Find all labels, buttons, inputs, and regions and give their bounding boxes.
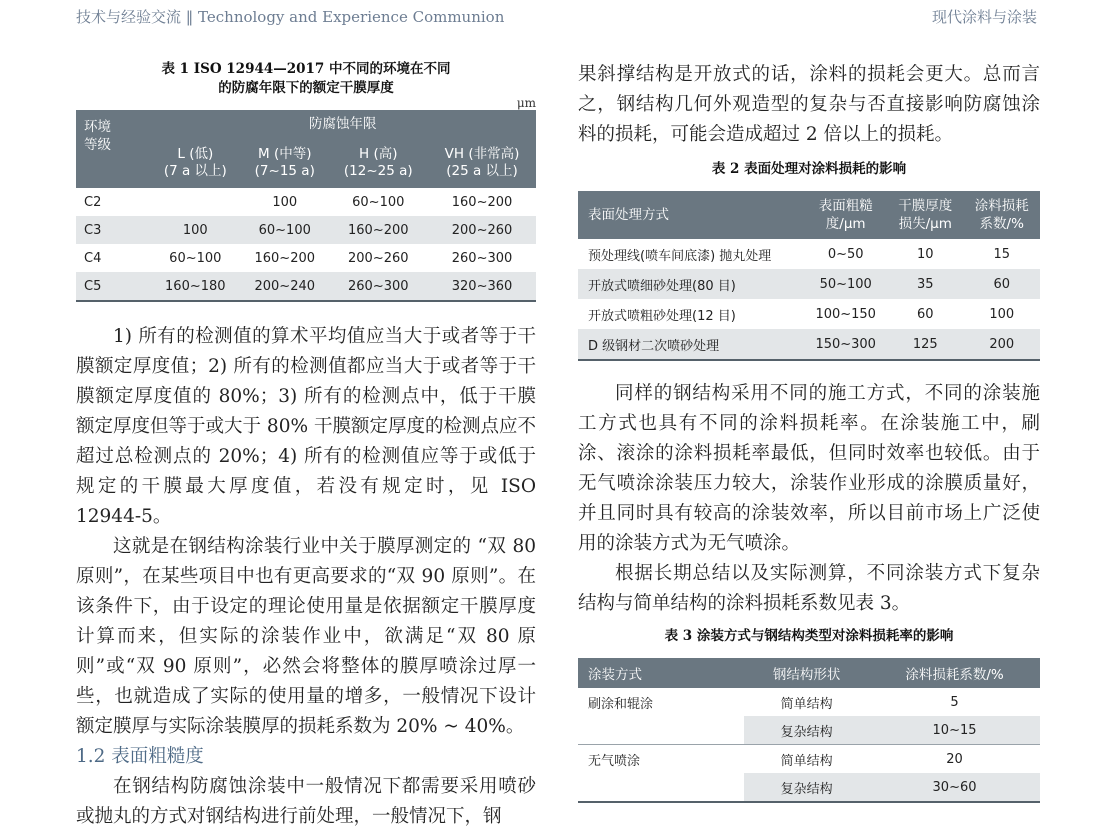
- rough-line2: 度/μm: [825, 216, 866, 232]
- table-cell: 150~300: [804, 329, 887, 360]
- table-cell: 100: [272, 194, 298, 210]
- table1-col-header: [428, 138, 536, 188]
- table-cell: 100: [989, 306, 1015, 322]
- table1-caption-line1: 表 1 ISO 12944—2017 中不同的环境在不同: [161, 61, 451, 77]
- col-vh-line1: VH (非常高): [444, 146, 520, 162]
- table1-group-header: 防腐蚀年限: [150, 110, 536, 138]
- table-cell: 260~300: [451, 250, 513, 266]
- table-row: [578, 745, 1040, 774]
- table-cell: 60: [964, 269, 1041, 299]
- table-cell: 5: [950, 694, 959, 710]
- paragraph: 果斜撑结构是开放式的话，涂料的损耗会更大。总而言之，钢结构几何外观造型的复杂与否直接影响防腐蚀涂料的损耗，可能会造成超过 2 倍以上的损耗。: [578, 64, 1040, 145]
- table-cell: 200~260: [348, 250, 409, 266]
- table-cell: 开放式喷粗砂处理(12 目): [588, 308, 736, 324]
- table-row: [76, 188, 536, 216]
- paragraph: 同样的钢结构采用不同的施工方式，不同的涂装施工方式也具有不同的涂料损耗率。在涂装施工中，刷涂、滚涂的涂料损耗率最低，但同时效率也较低。由于无气喷涂涂装压力较大，涂装作业形成的涂膜质量好，并且同时具有较高的涂装效率，所以目前市场上广泛使用的涂装方式为无气喷涂。: [578, 383, 1040, 554]
- table-cell: 160~200: [451, 194, 513, 210]
- table-cell: 60~100: [352, 194, 405, 210]
- table-row: [578, 269, 1040, 299]
- running-header-left: 技术与经验交流 ‖ Technology and Experience Communion: [76, 8, 505, 26]
- table-cell: 60~100: [241, 216, 328, 244]
- running-header-right: 现代涂料与涂装: [931, 8, 1037, 26]
- table3-col-header: 涂装方式: [578, 658, 744, 688]
- table-cell: 125: [887, 329, 963, 360]
- table-cell: 复杂结构: [744, 773, 869, 802]
- table-cell: 35: [887, 269, 963, 299]
- table-cell: 10: [916, 246, 934, 262]
- col-m-line2: (7~15 a): [254, 163, 315, 179]
- table1-corner-header: [76, 110, 150, 188]
- table-cell: 160~200: [329, 216, 429, 244]
- table-cell: 200~240: [241, 272, 328, 301]
- table1: [76, 110, 536, 302]
- coef-line1: 涂料损耗: [974, 198, 1029, 214]
- table-row: [76, 272, 536, 301]
- paragraph: 这就是在钢结构涂装行业中关于膜厚测定的 “双 80 原则”，在某些项目中也有更高要求的“双 90 原则”。在该条件下，由于设定的理论使用量是依据额定干膜厚度计算而来，但实际的涂装作业中，欲满足“双 80 原则”或“双 90 原则”，必然会将整体的膜厚喷涂过厚一些，也就造成了实际的使用量的增多，一般情况下设计额定膜厚与实际涂装膜厚的损耗系数为 20% ~ 40%。: [76, 536, 536, 737]
- col-vh-line2: (25 a 以上): [446, 163, 518, 179]
- table-cell: C2: [84, 194, 102, 210]
- table-cell: 简单结构: [780, 753, 833, 769]
- table-cell: 320~360: [428, 272, 536, 301]
- table-cell: 10~15: [869, 716, 1040, 745]
- table-cell: 20: [946, 751, 963, 767]
- table2-col-header: [887, 191, 963, 239]
- table-cell: 60: [916, 306, 934, 322]
- section-heading: 1.2 表面粗糙度: [76, 746, 204, 767]
- table2-col-header: [964, 191, 1041, 239]
- col-l-line2: (7 a 以上): [163, 163, 227, 179]
- table-cell: C4: [84, 250, 102, 266]
- table3-caption: 表 3 涂装方式与钢结构类型对涂料损耗率的影响: [664, 628, 954, 644]
- table-cell: 15: [993, 246, 1011, 262]
- table1-corner-header-text: 环境等级: [84, 119, 111, 153]
- loss-line1: 干膜厚度: [898, 198, 953, 214]
- table1-unit: μm: [516, 96, 536, 110]
- table-row: [578, 299, 1040, 329]
- table-cell: 无气喷涂: [578, 745, 744, 803]
- right-column: [578, 60, 1040, 803]
- table1-caption-line2: 的防腐年限下的额定干膜厚度: [218, 80, 394, 96]
- table2-col-header: 表面处理方式: [578, 191, 804, 239]
- rough-line1: 表面粗糙: [818, 198, 873, 214]
- table-cell: C3: [76, 216, 150, 244]
- table-cell: 200~260: [428, 216, 536, 244]
- table-cell: 60~100: [169, 250, 222, 266]
- col-m-line1: M (中等): [258, 146, 312, 162]
- table1-col-header: [329, 138, 429, 188]
- table-row: [76, 244, 536, 272]
- table-cell: 100: [150, 216, 241, 244]
- col-h-line1: H (高): [359, 146, 398, 162]
- table-row: [578, 329, 1040, 360]
- paragraph: 根据长期总结以及实际测算，不同涂装方式下复杂结构与简单结构的涂料损耗系数见表 3。: [578, 563, 1040, 614]
- table3-col-header: 钢结构形状: [744, 658, 869, 688]
- table-cell: 50~100: [804, 269, 887, 299]
- table-cell: 160~180: [150, 272, 241, 301]
- col-l-line1: L (低): [177, 146, 214, 162]
- table1-caption: [76, 60, 536, 98]
- table-row: [578, 688, 1040, 716]
- table1-col-header: [150, 138, 241, 188]
- table-row: [578, 239, 1040, 269]
- table2-col-header: [804, 191, 887, 239]
- table2-caption: 表 2 表面处理对涂料损耗的影响: [711, 161, 907, 177]
- table-cell: 260~300: [329, 272, 429, 301]
- table1-col-header: [241, 138, 328, 188]
- table-cell: 刷涂和辊涂: [578, 688, 744, 745]
- table3: [578, 658, 1040, 803]
- paragraph: 1) 所有的检测值的算术平均值应当大于或者等于干膜额定厚度值；2) 所有的检测值都应当大于或者等于干膜额定厚度值的 80%；3) 所有的检测点中，低于干膜额定厚度但等于或大于 80% 干膜额定厚度的检测点应不超过总检测点的 20%；4) 所有的检测值应等于或低于规定的干膜最大厚度值，若没有规定时，见 ISO 12944-5。: [76, 326, 536, 527]
- paragraph: 在钢结构防腐蚀涂装中一般情况下都需要采用喷砂或抛丸的方式对钢结构进行前处理，一般情况下，钢: [76, 776, 536, 827]
- table-cell: C5: [76, 272, 150, 301]
- table-cell: 复杂结构: [744, 716, 869, 745]
- table-cell: 200: [964, 329, 1041, 360]
- table-row: [76, 216, 536, 244]
- table3-col-header: 涂料损耗系数/%: [869, 658, 1040, 688]
- table-cell: 30~60: [869, 773, 1040, 802]
- table-cell: 开放式喷细砂处理(80 目): [578, 269, 804, 299]
- table2: [578, 191, 1040, 361]
- left-column: [76, 60, 536, 832]
- loss-line2: 损失/μm: [898, 216, 952, 232]
- table-cell: D 级钢材二次喷砂处理: [578, 329, 804, 360]
- coef-line2: 系数/%: [979, 216, 1024, 232]
- col-h-line2: (12~25 a): [343, 163, 413, 179]
- table-cell: 简单结构: [780, 696, 833, 712]
- table-cell: [150, 188, 241, 216]
- table-cell: 100~150: [815, 306, 876, 322]
- table-cell: 160~200: [254, 250, 316, 266]
- table-cell: 预处理线(喷车间底漆) 抛丸处理: [588, 248, 772, 264]
- table-cell: 0~50: [827, 246, 864, 262]
